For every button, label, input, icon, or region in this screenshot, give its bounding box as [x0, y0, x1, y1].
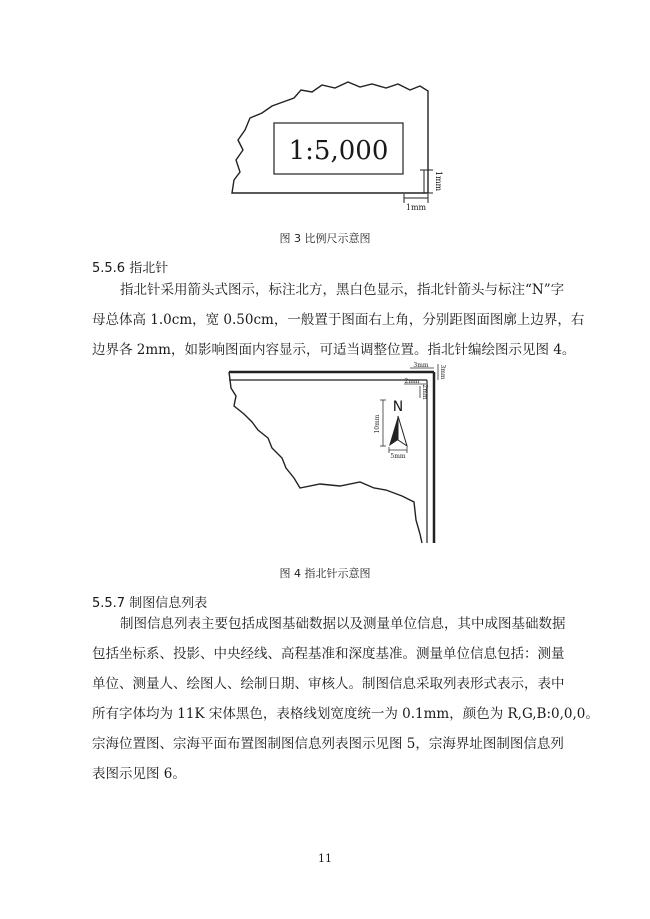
- section-5-5-7-paragraph: [92, 609, 599, 789]
- section-5-5-6-paragraph: [92, 275, 585, 365]
- dim-right-label: 3mm: [439, 364, 446, 380]
- section-5-5-6-heading: 5.5.6 指北针: [92, 261, 169, 276]
- dim-inner-top-label: 2mm: [404, 378, 420, 385]
- page-number: 11: [318, 852, 332, 865]
- figure-3-caption: 图 3 比例尺示意图: [279, 232, 371, 245]
- dim-vertical-label: 1mm: [434, 170, 443, 192]
- figure-4-north-arrow-diagram: [0, 360, 650, 560]
- paragraph-line: 制图信息列表主要包括成图基础数据以及测量单位信息，其中成图基础数据: [120, 616, 566, 632]
- dim-horizontal-label: 1mm: [405, 203, 427, 212]
- paragraph-line: 指北针采用箭头式图示，标注北方，黑白色显示，指北针箭头与标注“N”字: [120, 282, 565, 298]
- north-arrow-icon: [389, 416, 398, 446]
- scale-text: 1:5,000: [288, 136, 389, 166]
- figure-3-scale-diagram: [0, 0, 650, 230]
- dim-height-label: 10mm: [374, 414, 381, 434]
- section-5-5-7-heading: 5.5.7 制图信息列表: [92, 596, 208, 611]
- dim-width-label: 5mm: [390, 453, 406, 460]
- figure-4-caption: 图 4 指北针示意图: [279, 567, 371, 580]
- north-arrow-icon-light-half: [398, 416, 407, 446]
- paragraph-line: 单位、测量人、绘图人、绘制日期、审核人。制图信息采取列表形式表示，表中: [92, 676, 565, 692]
- paragraph-line: 包括坐标系、投影、中央经线、高程基准和深度基准。测量单位信息包括：测量: [92, 646, 565, 662]
- north-letter: N: [392, 399, 404, 415]
- paragraph-line: 宗海位置图、宗海平面布置图制图信息列表图示见图 5，宗海界址图制图信息列: [92, 736, 564, 752]
- dim-inner-right-label: 2mm: [421, 384, 428, 400]
- dim-top-label: 3mm: [413, 362, 429, 369]
- paragraph-line: 表图示见图 6。: [92, 766, 186, 782]
- paragraph-line: 边界各 2mm，如影响图面内容显示，可适当调整位置。指北针编绘图示见图 4。: [92, 342, 576, 358]
- paragraph-line: 所有字体均为 11K 宋体黑色，表格线划宽度统一为 0.1mm，颜色为 R,G,B:0,0,0。: [92, 706, 599, 722]
- paragraph-line: 母总体高 1.0cm，宽 0.50cm，一般置于图面右上角，分别距图面图廓上边界，右: [92, 312, 585, 328]
